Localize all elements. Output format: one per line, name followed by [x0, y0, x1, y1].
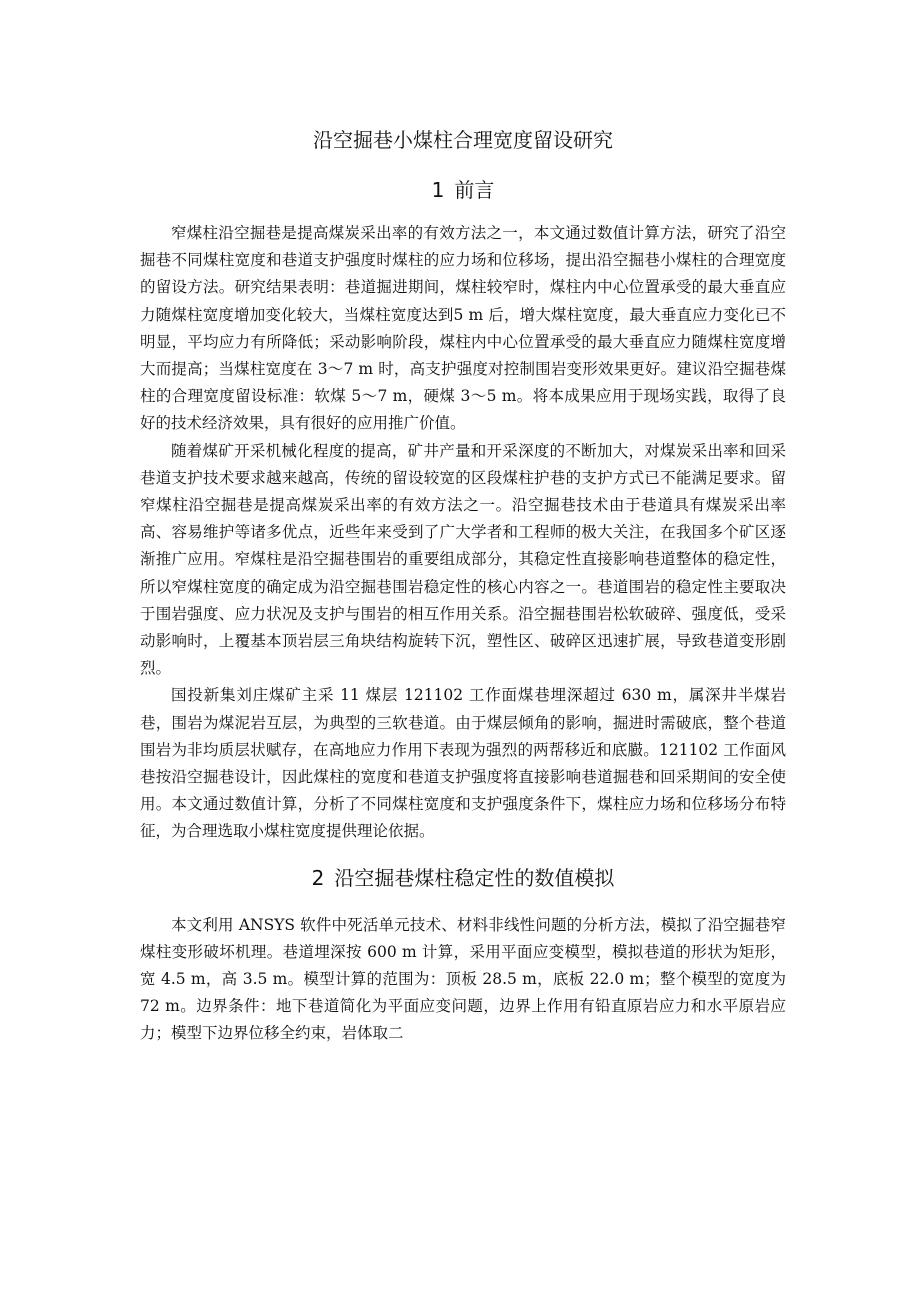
section-1-title: 前言 [454, 178, 495, 202]
paragraph-site-conditions: 国投新集刘庄煤矿主采 11 煤层 121102 工作面煤巷埋深超过 630 m，属深井半煤岩巷，围岩为煤泥岩互层，为典型的三软巷道。由于煤层倾角的影响，掘进时需破底，整个巷道围岩为非均质层状赋存，在高地应力作用下表现为强烈的两帮移近和底臌。121102 工作面风巷按沿空掘巷设计，因此煤柱的宽度和巷道支护强度将直接影响巷道掘巷和回采期间的安全使用。本文通过数值计算，分析了不同煤柱宽度和支护强度条件下，煤柱应力场和位移场分布特征，为合理选取小煤柱宽度提供理论依据。 [140, 686, 786, 841]
paragraph-simulation-method: 本文利用 ANSYS 软件中死活单元技术、材料非线性问题的分析方法，模拟了沿空掘巷窄煤柱变形破坏机理。巷道埋深按 600 m 计算，采用平面应变模型，模拟巷道的形状为矩形，宽 4.5 m，高 3.5 m。模型计算的范围为：顶板 28.5 m，底板 22.0 m；整个模型的宽度为 72 m。边界条件：地下巷道简化为平面应变问题，边界上作用有铅直原岩应力和水平原岩应力；模型下边界位移全约束，岩体取二 [140, 915, 786, 1043]
paragraph-abstract: 窄煤柱沿空掘巷是提高煤炭采出率的有效方法之一，本文通过数值计算方法，研究了沿空掘巷不同煤柱宽度和巷道支护强度时煤柱的应力场和位移场，提出沿空掘巷小煤柱的合理宽度的留设方法。研究结果表明：巷道掘进期间，煤柱较窄时，煤柱内中心位置承受的最大垂直应力随煤柱宽度增加变化较大，当煤柱宽度达到5 m 后，增大煤柱宽度，最大垂直应力变化已不明显，平均应力有所降低；采动影响阶段，煤柱内中心位置承受的最大垂直应力随煤柱宽度增大而提高；当煤柱宽度在 3～7 m 时，高支护强度对控制围岩变形效果更好。建议沿空掘巷煤柱的合理宽度留设标准：软煤 5～7 m，硬煤 3～5 m。将本成果应用于现场实践，取得了良好的技术经济效果，具有很好的应用推广价值。 [140, 224, 786, 433]
document-title: 沿空掘巷小煤柱合理宽度留设研究 [313, 128, 613, 152]
section-2-number: 2 [311, 865, 325, 890]
section-1-heading [140, 172, 786, 208]
section-1-number: 1 [431, 178, 445, 202]
document-body [140, 120, 786, 1048]
section-2-heading [140, 860, 786, 896]
section-2-title: 沿空掘巷煤柱稳定性的数值模拟 [334, 865, 615, 890]
paragraph-background: 随着煤矿开采机械化程度的提高，矿井产量和开采深度的不断加大，对煤炭采出率和回采巷道支护技术要求越来越高，传统的留设较宽的区段煤柱护巷的支护方式已不能满足要求。留窄煤柱沿空掘巷是提高煤炭采出率的有效方法之一。沿空掘巷技术由于巷道具有煤炭采出率高、容易维护等诸多优点，近些年来受到了广大学者和工程师的极大关注，在我国多个矿区逐渐推广应用。窄煤柱是沿空掘巷围岩的重要组成部分，其稳定性直接影响巷道整体的稳定性，所以窄煤柱宽度的确定成为沿空掘巷围岩稳定性的核心内容之一。巷道围岩的稳定性主要取决于围岩强度、应力状况及支护与围岩的相互作用关系。沿空掘巷围岩松软破碎、强度低，受采动影响时，上覆基本顶岩层三角块结构旋转下沉，塑性区、破碎区迅速扩展，导致巷道变形剧烈。 [140, 441, 786, 678]
